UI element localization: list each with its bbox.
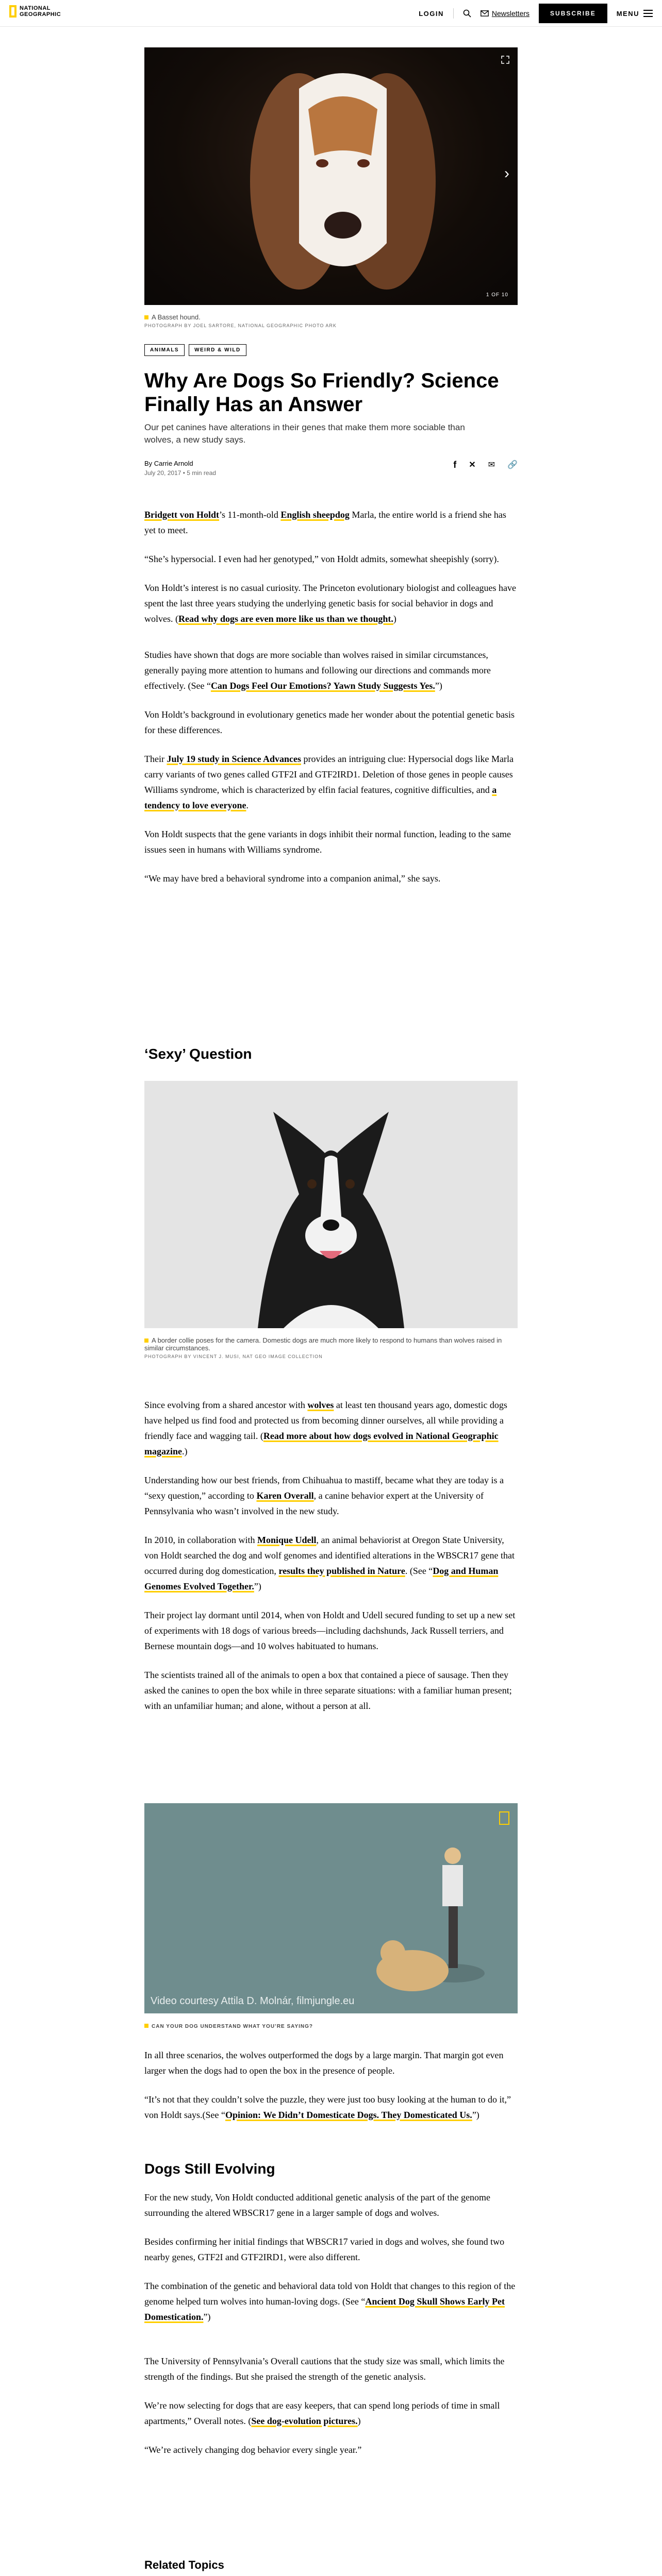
border-collie-illustration xyxy=(144,1081,518,1328)
paragraph-2: “She’s hypersocial. I even had her genotyped,” von Holdt admits, somewhat sheepishly (sorry). xyxy=(144,554,499,564)
paragraph-6: Their July 19 study in Science Advances provides an intriguing clue: Hypersocial dogs like Marla carry variants of two genes called GTF2I and GTF2IRD1. Deletion of those genes in people causes Williams syndrome, which is characterized by elfin facial features, cognitive difficulties, and a tendency to love everyone. xyxy=(144,754,514,810)
link-ancient-dog-skull[interactable]: Ancient Dog Skull Shows Early Pet Domestication. xyxy=(144,2296,505,2322)
email-icon[interactable]: ✉ xyxy=(488,461,495,469)
logo-text: NATIONAL GEOGRAPHIC xyxy=(20,5,61,18)
link-domesticated-us[interactable]: Opinion: We Didn’t Domesticate Dogs. They Domesticated Us. xyxy=(225,2110,472,2120)
caption-bullet-icon xyxy=(144,1338,148,1343)
paragraph-12: Their project lay dormant until 2014, when von Holdt and Udell secured funding to set up a new set of experiments with 18 dogs of various breeds—including dachshunds, Jack Russell terriers, and Bernese mountain dogs—and 10 wolves habituated to humans. xyxy=(144,1610,516,1651)
newsletters-link[interactable] xyxy=(481,9,529,18)
paragraph-17: Besides confirming her initial findings that WBSCR17 varied in dogs and wolves, she found two nearby genes, GTF2I and GTF2IRD1, were also different. xyxy=(144,2236,505,2262)
video-still-illustration xyxy=(144,1803,518,2013)
article-tags xyxy=(144,344,518,356)
paragraph-14: In all three scenarios, the wolves outperformed the dogs by a large margin. That margin got even larger when the dogs had to open the box in the presence of people. xyxy=(144,2050,504,2076)
article-body-part-1 xyxy=(144,507,518,900)
link-dogs-evolved-magazine[interactable]: Read more about how dogs evolved in National Geographic magazine xyxy=(144,1431,499,1456)
paragraph-4: Studies have shown that dogs are more sociable than wolves raised in similar circumstances, generally paying more attention to humans and following our directions and commands more effectively. (See “Can Dogs Feel Our Emotions? Yawn Study Suggests Yes.”) xyxy=(144,650,491,691)
heading-sexy-question: ‘Sexy’ Question xyxy=(144,1046,252,1062)
link-science-advances[interactable]: July 19 study in Science Advances xyxy=(167,754,302,764)
paragraph-16: For the new study, Von Holdt conducted additional genetic analysis of the part of the genome surrounding the altered WBSCR17 gene in a larger sample of dogs and wolves. xyxy=(144,2192,491,2218)
hero-credit: PHOTOGRAPH BY JOEL SARTORE, NATIONAL GEOGRAPHIC PHOTO ARK xyxy=(144,323,337,328)
logo-yellow-frame-icon xyxy=(9,5,16,18)
paragraph-3: Von Holdt’s interest is no casual curiosity. The Princeton evolutionary biologist and colleagues have spent the last three years studying the underlying genetic basis for social behavior in dogs and wolves. (Read why dogs are even more like us than we thought.) xyxy=(144,583,517,624)
link-love-everyone[interactable]: a tendency to love everyone xyxy=(144,785,497,810)
site-header xyxy=(0,0,662,27)
heading-dogs-still-evolving: Dogs Still Evolving xyxy=(144,2161,275,2177)
link-monique-udell[interactable]: Monique Udell xyxy=(257,1535,317,1545)
collie-credit: PHOTOGRAPH BY VINCENT J. MUSI, NAT GEO IMAGE COLLECTION xyxy=(144,1354,323,1359)
paragraph-5: Von Holdt’s background in evolutionary genetics made her wonder about the potential genetic basis for these differences. xyxy=(144,709,515,735)
expand-icon[interactable] xyxy=(501,56,509,66)
video-caption: CAN YOUR DOG UNDERSTAND WHAT YOU’RE SAYING? xyxy=(144,2022,518,2029)
hero-caption xyxy=(144,313,518,321)
slide-counter: 1 OF 10 xyxy=(486,292,508,298)
collie-caption: A border collie poses for the camera. Domestic dogs are much more likely to respond to humans than wolves raised in similar circumstances. xyxy=(144,1336,502,1352)
publish-date: July 20, 2017 • 5 min read xyxy=(144,469,216,477)
twitter-x-icon[interactable]: ✕ xyxy=(469,461,476,469)
hero-image-basset-hound[interactable] xyxy=(144,47,518,305)
link-icon[interactable]: 🔗 xyxy=(507,461,518,469)
video-player[interactable] xyxy=(144,1803,518,2013)
paragraph-21: “We’re actively changing dog behavior every single year.” xyxy=(144,2445,362,2455)
login-link[interactable]: LOGIN xyxy=(419,9,444,18)
subscribe-button[interactable]: SUBSCRIBE xyxy=(539,4,607,23)
article-title: Why Are Dogs So Friendly? Science Finally Has an Answer xyxy=(144,369,499,416)
link-results-nature[interactable]: results they published in Nature xyxy=(278,1566,405,1576)
tag-weird-wild[interactable]: WEIRD & WILD xyxy=(189,344,246,356)
article-dek: Our pet canines have alterations in their genes that make them more sociable than wolves, a new study says. xyxy=(144,422,465,445)
newsletters-label: Newsletters xyxy=(491,9,530,18)
paragraph-7: Von Holdt suspects that the gene variants in dogs inhibit their normal function, leading to the same issues seen in humans with Williams syndrome. xyxy=(144,829,511,855)
link-wolves[interactable]: wolves xyxy=(307,1400,334,1410)
paragraph-1: Bridgett von Holdt’s 11-month-old English sheepdog Marla, the entire world is a friend she has yet to meet. xyxy=(144,510,506,535)
related-topics-heading: Related Topics xyxy=(144,2558,224,2571)
facebook-icon[interactable]: f xyxy=(453,460,457,470)
hamburger-icon xyxy=(643,10,653,17)
basset-hound-illustration xyxy=(144,47,518,305)
video-courtesy-label: Video courtesy Attila D. Molnár, filmjungle.eu xyxy=(151,1995,355,2007)
caption-bullet-icon xyxy=(144,315,148,319)
article-body-part-4 xyxy=(144,2190,518,2471)
byline: By Carrie Arnold xyxy=(144,460,193,467)
paragraph-11: In 2010, in collaboration with Monique Udell, an animal behaviorist at Oregon State University, von Holdt searched the dog and wolf genomes and identified alterations in the WBSCR17 gene that occurred during dog domestication, results they published in Nature. (See “Dog and Human Genomes Evolved Together.”) xyxy=(144,1535,515,1591)
article-body-part-3 xyxy=(144,2047,518,2136)
nav-divider xyxy=(453,8,454,19)
tag-animals[interactable]: ANIMALS xyxy=(144,344,185,356)
natgeo-logo[interactable] xyxy=(9,5,61,18)
caption-bullet-icon xyxy=(144,2024,148,2028)
paragraph-9: Since evolving from a shared ancestor with wolves at least ten thousand years ago, domestic dogs have helped us find food and protected us from becoming dinner ourselves, all while providing a friendly face and wagging tail. (Read more about how dogs evolved in National Geographic magazine.) xyxy=(144,1400,507,1456)
mail-icon xyxy=(481,10,489,16)
paragraph-13: The scientists trained all of the animals to open a box that contained a piece of sausage. Then they asked the canines to open the box while in three separate situations: with a familiar human present; with an unfamiliar human; and alone, without a person at all. xyxy=(144,1670,512,1711)
link-dogs-like-us[interactable]: Read why dogs are even more like us than we thought. xyxy=(178,614,393,624)
link-dog-evolution-pictures[interactable]: See dog-evolution pictures. xyxy=(251,2416,358,2426)
article-body-part-2 xyxy=(144,1397,518,1727)
share-bar xyxy=(453,460,518,470)
link-genomes-together[interactable]: Dog and Human Genomes Evolved Together. xyxy=(144,1566,499,1591)
link-yawn-study[interactable]: Can Dogs Feel Our Emotions? Yawn Study Suggests Yes. xyxy=(210,681,435,691)
menu-button[interactable] xyxy=(617,10,653,18)
border-collie-image[interactable] xyxy=(144,1081,518,1328)
video-fullscreen-icon[interactable] xyxy=(499,1811,509,1825)
hero-caption-text: A Basset hound. xyxy=(152,313,201,321)
paragraph-15: “It’s not that they couldn’t solve the puzzle, they were just too busy looking at the human to do it,” von Holdt says.(See “Opinion: We Didn’t Domesticate Dogs. They Domesticated Us.”) xyxy=(144,2094,511,2120)
link-bridgett-von-holdt[interactable]: Bridgett von Holdt xyxy=(144,510,220,520)
menu-label: MENU xyxy=(616,9,639,18)
paragraph-20: We’re now selecting for dogs that are easy keepers, that can spend long periods of time in small apartments,” Overall notes. (See dog-evolution pictures.) xyxy=(144,2400,500,2426)
link-english-sheepdog[interactable]: English sheepdog xyxy=(280,510,350,520)
paragraph-10: Understanding how our best friends, from Chihuahua to mastiff, became what they are today is a “sexy question,” according to Karen Overall, a canine behavior expert at the University of Pennsylvania who wasn’t involved in the new study. xyxy=(144,1475,504,1516)
paragraph-19: The University of Pennsylvania’s Overall cautions that the study size was small, which limits the strength of the findings. But she praised the strength of the genetic analysis. xyxy=(144,2356,505,2382)
paragraph-8: “We may have bred a behavioral syndrome into a companion animal,” she says. xyxy=(144,873,441,884)
next-slide-chevron-icon[interactable]: › xyxy=(504,165,509,182)
link-karen-overall[interactable]: Karen Overall xyxy=(256,1490,314,1501)
search-icon[interactable] xyxy=(463,9,471,18)
paragraph-18: The combination of the genetic and behavioral data told von Holdt that changes to this region of the genome helped turn wolves into human-loving dogs. (See “Ancient Dog Skull Shows Early Pet Domestication.”) xyxy=(144,2281,516,2322)
